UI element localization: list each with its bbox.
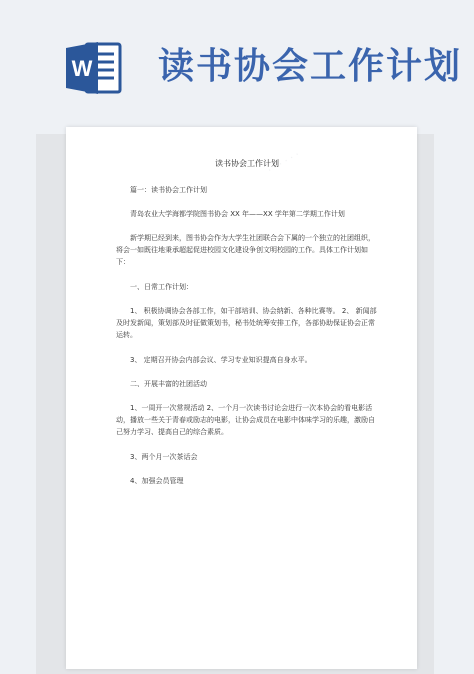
word-app-icon <box>64 38 124 98</box>
word-icon-letter: W <box>71 56 93 81</box>
document-body <box>116 158 378 499</box>
paragraph: 1、 积极协调协会各部工作，如干部培训、协会纳新、各种比赛等。 2、 新闻部及时发新闻，策划部及时征做策划书，秘书处统筹安排工作，各部协助保证协会正常运转。 <box>116 307 377 339</box>
document-page <box>66 127 417 669</box>
paragraph: 4、加强会员管理 <box>130 477 184 485</box>
paragraph: 新学期已经到来，图书协会作为大学生社团联合会下属的一个独立的社团组织，将会一如既往地秉承超起促进校园文化建设争创文明校园的工作。具体工作计划如下： <box>116 234 375 266</box>
section-heading: 一、日常工作计划： <box>130 283 193 291</box>
header-banner <box>0 0 474 124</box>
watermark: · · · · · · <box>266 149 302 177</box>
paragraph: 篇一：读书协会工作计划 <box>130 186 207 194</box>
paragraph: 青岛农业大学海都学院图书协会 XX 年——XX 学年第二学期工作计划 <box>130 210 345 218</box>
document-title: 读书协会工作计划 <box>215 159 279 168</box>
page-title: 读书协会工作计划 <box>158 45 463 87</box>
paragraph: 3、两个月一次茶话会 <box>130 453 198 461</box>
section-heading: 二、开展丰富的社团活动 <box>130 380 207 388</box>
paragraph: 1、一周开一次常规活动 2、一个月一次读书讨论会进行一次本协会的看电影活动，播放一些关于青春或励志的电影，让协会成员在电影中体味学习的乐趣，激励自己努力学习、提高自己的综合素质。 <box>116 404 375 436</box>
paragraph: 3、 定期召开协会内部会议、学习专业知识提高自身水平。 <box>130 356 312 364</box>
